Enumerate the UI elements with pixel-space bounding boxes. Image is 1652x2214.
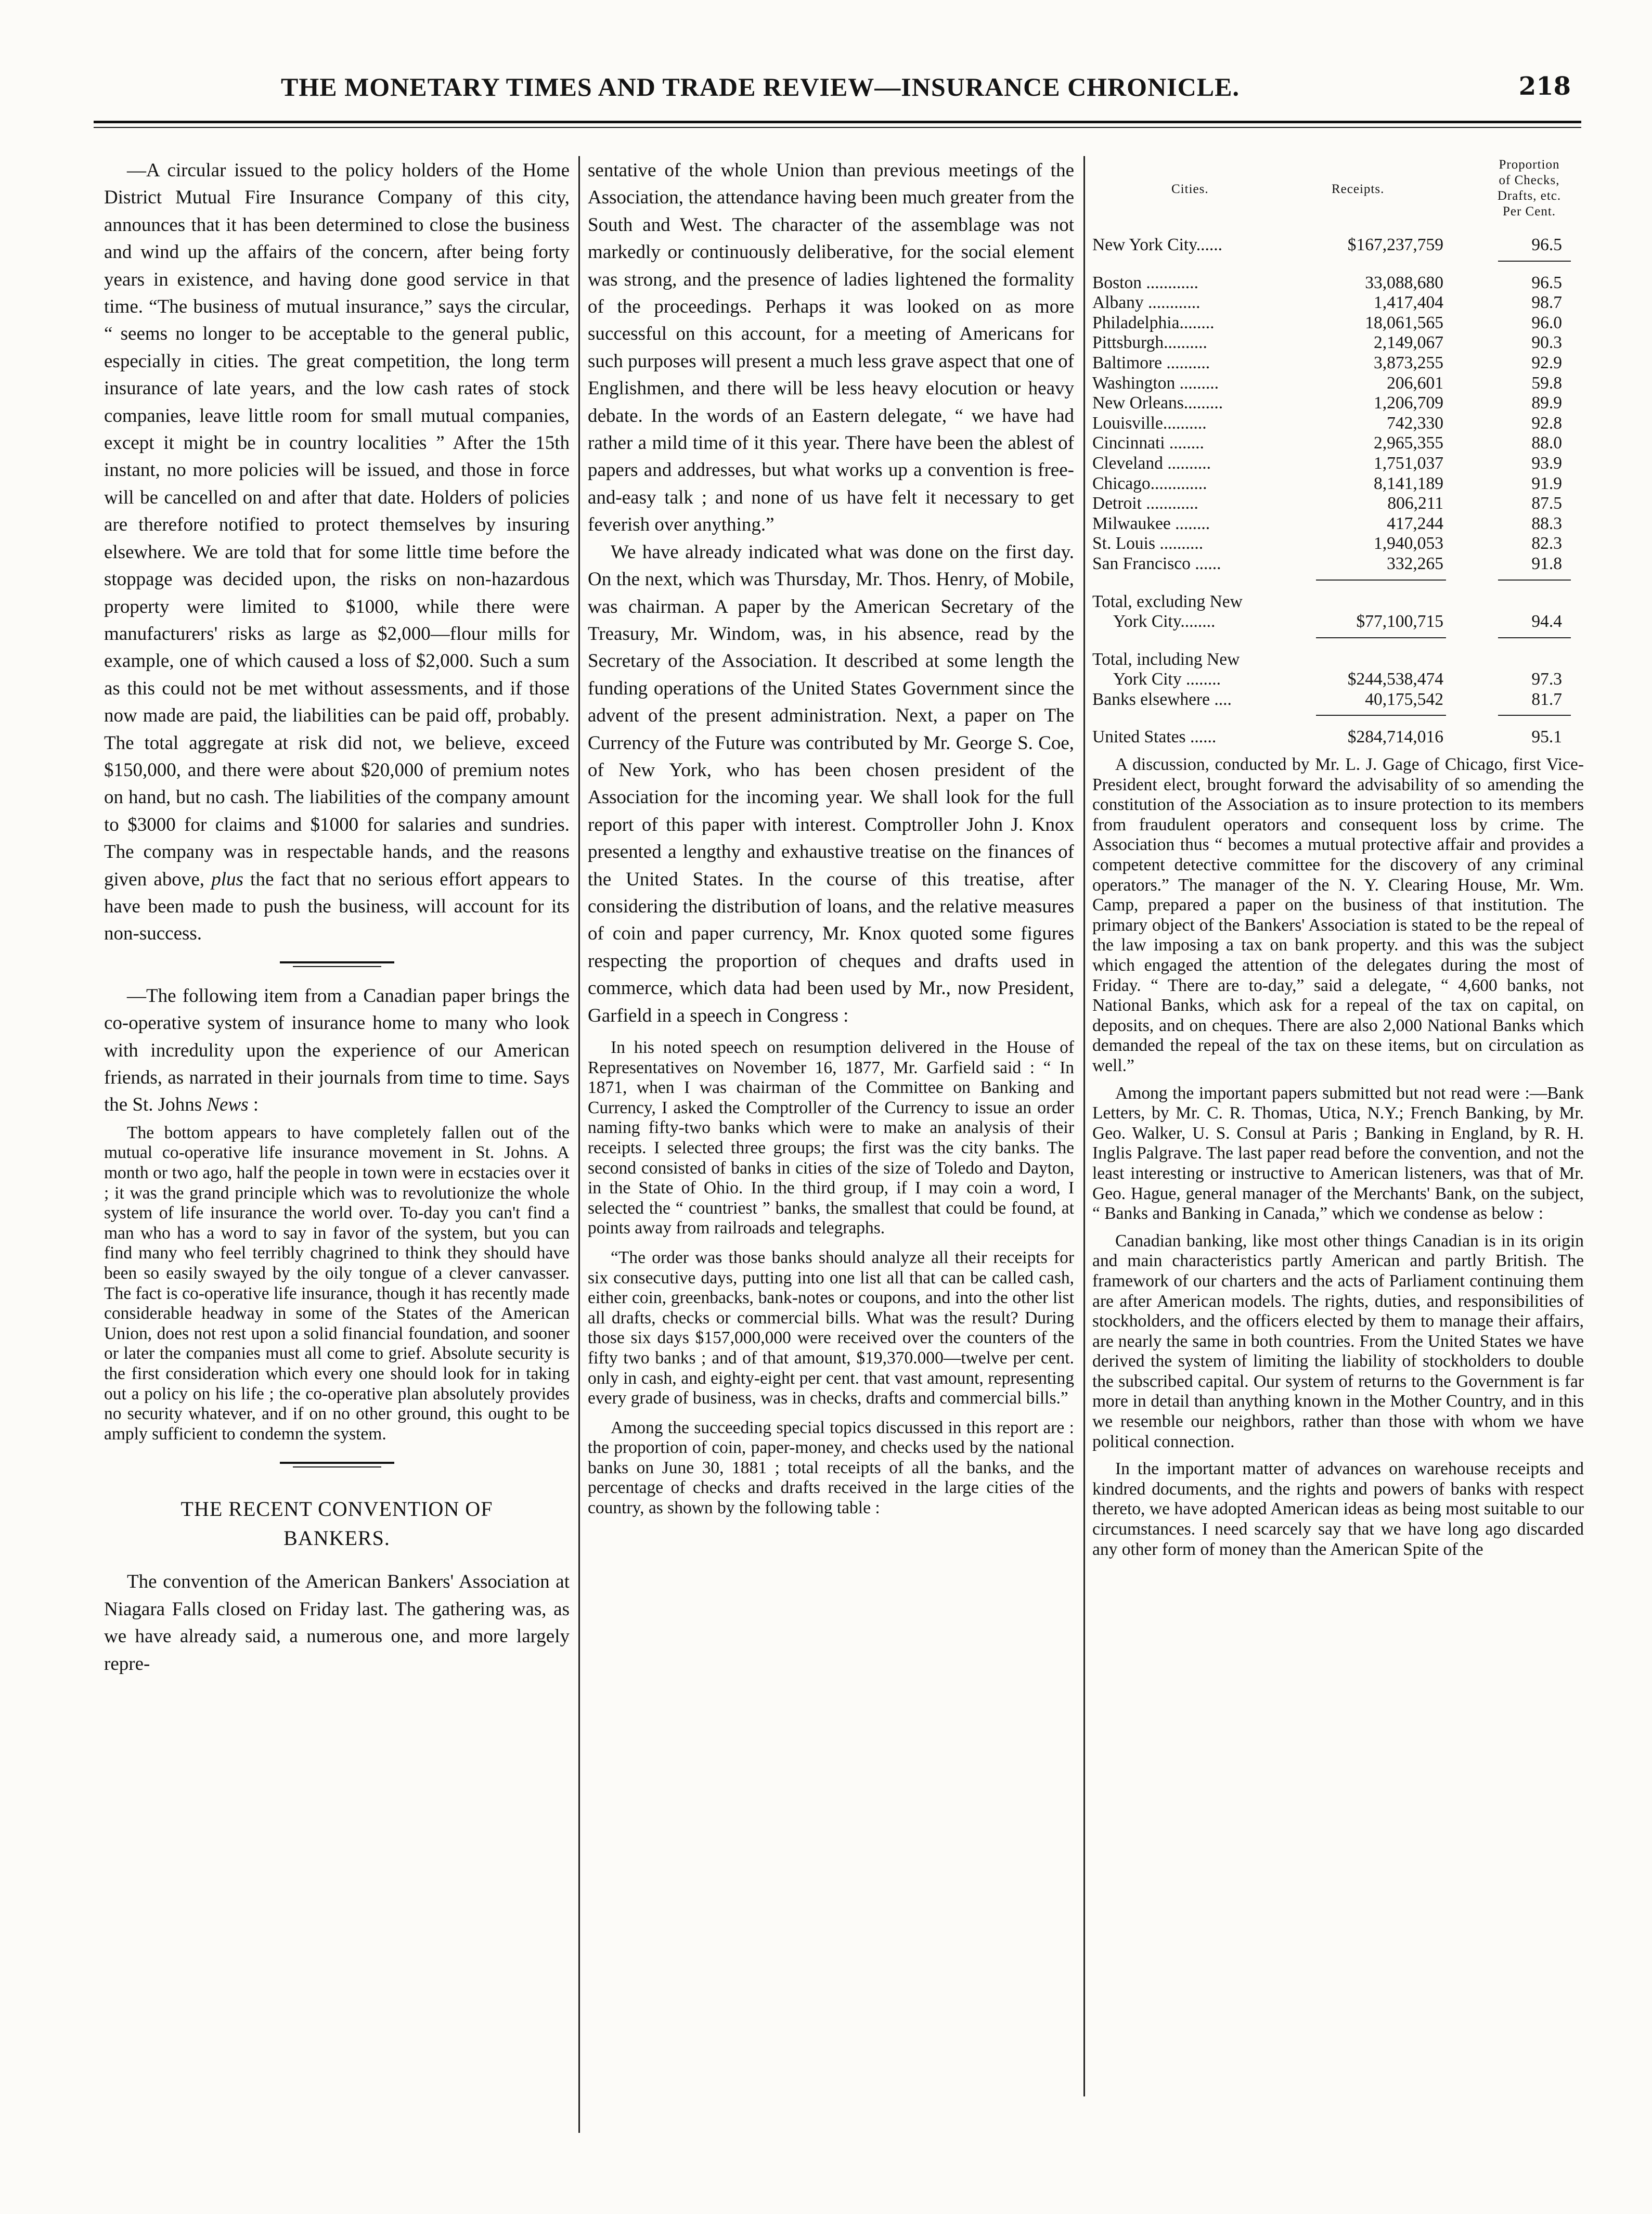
city-percent: 96.5 bbox=[1531, 273, 1562, 292]
city-percent: 91.8 bbox=[1531, 554, 1562, 573]
total-incl-receipts: $244,538,474 bbox=[1347, 670, 1443, 689]
total-excl-label-1: Total, excluding New bbox=[1092, 591, 1243, 611]
city-name: Philadelphia........ bbox=[1092, 313, 1215, 332]
table-row bbox=[1092, 474, 1584, 494]
city-name: New York City...... bbox=[1092, 235, 1223, 254]
city-name: Washington ......... bbox=[1092, 373, 1219, 393]
table-row bbox=[1092, 534, 1584, 554]
city-receipts: 18,061,565 bbox=[1365, 313, 1443, 332]
home-district-article bbox=[104, 157, 570, 948]
city-receipts: 1,417,404 bbox=[1374, 293, 1443, 313]
city-percent: 96.0 bbox=[1531, 313, 1562, 332]
table-row-total-excl bbox=[1092, 592, 1584, 612]
city-receipts: 3,873,255 bbox=[1374, 353, 1443, 372]
article-separator-2 bbox=[280, 1462, 394, 1468]
total-incl-label-2: York City ........ bbox=[1113, 670, 1221, 689]
city-receipts: 206,601 bbox=[1387, 373, 1443, 393]
papers-paragraph: Among the important papers submitted but not read were :—Bank Letters, by Mr. C. R. Thomas, Utica, N.Y.; French Banking, by Mr. Geo. Walker, U. S. Consul at Paris ; Banking in England, by R. H. Inglis Palgrave. The last paper read before the convention, and not the least interesting or instructive to American listeners, was that of Mr. Geo. Hague, general manager of the Merchants' Bank, on the subject, “ Banks and Banking in Canada,” which we condense as below : bbox=[1092, 1083, 1584, 1224]
column-three bbox=[1092, 157, 1584, 2092]
table-row bbox=[1092, 514, 1584, 534]
table-row bbox=[1092, 414, 1584, 434]
city-percent: 93.9 bbox=[1531, 453, 1562, 473]
table-row-total-excl-2 bbox=[1092, 612, 1584, 632]
city-percent: 89.9 bbox=[1531, 393, 1562, 413]
city-percent: 98.7 bbox=[1531, 293, 1562, 313]
city-percent: 82.3 bbox=[1531, 534, 1562, 554]
masthead bbox=[83, 62, 1571, 120]
city-receipts: 1,940,053 bbox=[1374, 534, 1443, 554]
city-percent: 92.9 bbox=[1531, 353, 1562, 372]
banks-elsewhere-percent: 81.7 bbox=[1531, 689, 1562, 709]
city-name: Pittsburgh.......... bbox=[1092, 333, 1207, 353]
city-name: Boston ............ bbox=[1092, 273, 1198, 292]
advances-paragraph: In the important matter of advances on warehouse receipts and kindred documents, and the rights and powers of banks with respect thereto, we have adopted American ideas as being most suitable to our circumstances. I need scarcely say that we have long ago discarded any other form of money than the American Spite of the bbox=[1092, 1459, 1584, 1559]
city-name: Milwaukee ........ bbox=[1092, 513, 1210, 533]
total-excl-label-2: York City........ bbox=[1113, 612, 1216, 632]
discussion-paragraph: A discussion, conducted by Mr. L. J. Gage of Chicago, first Vice-President elect, brought forward the advisability of so amending the constitution of the Association as to insure protection to its members from fraudulent operators and consequent loss by crime. The Association thus “ becomes a mutual protective affair and provides a competent detective committee for the discovery of any criminal operators.” The manager of the N. Y. Clearing House, Mr. Wm. Camp, prepared a paper on the business of that institution. The primary object of the Bankers' Association is stated to be the repeal of the law imposing a tax on bank property. and this was the subject which engaged the attention of the delegates during the most of Friday. “ There are to-day,” said a delegate, “ 4,600 banks, not National Banks, which ask for a repeal of the tax on capital, on deposits, and on cheques. There are also 2,000 National Banks which demanded the repeal of the tax on these items, but on circulation as well.” bbox=[1092, 755, 1584, 1075]
table-row-banks-elsewhere bbox=[1092, 690, 1584, 710]
city-percent: 92.8 bbox=[1531, 413, 1562, 433]
banks-elsewhere-label: Banks elsewhere .... bbox=[1092, 689, 1232, 709]
canadian-intro-colon: : bbox=[248, 1094, 259, 1116]
table-row-total-incl bbox=[1092, 650, 1584, 670]
city-receipts: 33,088,680 bbox=[1365, 273, 1443, 292]
header-proportion-line: Proportion bbox=[1499, 158, 1560, 172]
city-receipts: 1,206,709 bbox=[1374, 393, 1443, 413]
city-name: Louisville.......... bbox=[1092, 413, 1207, 433]
order-quote: “The order was those banks should analyze all their receipts for six consecutive days, putting into one list all that can be called cash, either coin, greenbacks, bank-notes or coupons, and into the other list all drafts, checks or commercial bills. What was the result? During those six days $157,000,000 were received over the counters of the fifty two banks ; and of that amount, $19,370.000—twelve per cent. only in cash, and eighty-eight per cent. that vast amount, representing every grade of business, was in checks, drafts and commercial bills.” bbox=[588, 1247, 1074, 1408]
special-topics: Among the succeeding special topics discussed in this report are : the proportion of coin, paper-money, and checks used by the national banks on June 30, 1881 ; total receipts of all the banks, and the percentage of checks and drafts received in the large cities of the country, as shown by the following table : bbox=[588, 1418, 1074, 1518]
table-rule bbox=[1092, 710, 1584, 727]
canadian-banking-paragraph: Canadian banking, like most other things Canadian is in its origin and main characteristics partly American and partly British. The framework of our charters and the acts of Parliament continuing them are after American models. The rights, duties, and responsibilities of stockholders, and the officers elected by them to manage their affairs, are nearly the same in both countries. From the United States we have derived the system of limiting the liability of stockholders to double the subscribed capital. Our system of returns to the Government is far more in detail than anything known in the Mother Country, and in this we resemble our neighbors, rather than those with whom we have political connection. bbox=[1092, 1231, 1584, 1451]
header-cities: Cities. bbox=[1171, 182, 1209, 196]
total-incl-percent: 97.3 bbox=[1531, 670, 1562, 689]
home-district-text-end: the fact that no serious effort appears to have been made to push the business, will account for its non-success. bbox=[104, 868, 570, 945]
header-proportion bbox=[1472, 157, 1584, 220]
total-excl-receipts: $77,100,715 bbox=[1356, 612, 1443, 632]
table-row bbox=[1092, 353, 1584, 374]
city-receipts: 8,141,189 bbox=[1374, 473, 1443, 493]
home-district-text: —A circular issued to the policy holders of the Home District Mutual Fire Insurance Company of this city, announces that it has been determined to close the business and wind up the affairs of the concern, after being forty years in existence, and having done good service in that time. “The business of mutual insurance,” says the circular, “ seems no longer to be acceptable to the general public, especially in cities. The great competition, the long term insurance of late years, and the low cash rates of stock companies, leave little room for small mutual companies, except it might be in country localities ” After the 15th instant, no more policies will be issued, and those in force will be cancelled on and after that date. Holders of policies are therefore notified to protect themselves by insuring elsewhere. We are told that for some little time before the stoppage was decided upon, the risks on non-hazardous property were limited to $1000, while there were manufacturers' risks as large as $2,000—flour mills for example, one of which caused a loss of $2,000. Such a sum as this could not be met without assessments, and if those now made are paid, the liabilities can be paid off, probably. The total aggregate at risk did not, we believe, exceed $150,000, and there were about $20,000 of premium notes on hand, but no cash. The liabilities of the company amount to $3000 for claims and $1000 for salaries and sundries. The company was in respectable hands, and the reasons given above, bbox=[104, 160, 570, 890]
city-name: Cleveland .......... bbox=[1092, 453, 1211, 473]
table-row bbox=[1092, 494, 1584, 514]
table-row bbox=[1092, 554, 1584, 574]
total-incl-label-1: Total, including New bbox=[1092, 649, 1240, 669]
table-row bbox=[1092, 313, 1584, 333]
city-percent: 91.9 bbox=[1531, 473, 1562, 493]
convention-continued: sentative of the whole Union than previous meetings of the Association, the attendance having been much greater from the South and West. The character of the assemblage was not markedly or continuously deliberative, for the social element was strong, and the presence of ladies lightened the formality of the proceedings. Perhaps it was looked on as more successful on this account, for a meeting of Americans for such purposes will present a much less grave aspect that one of Englishmen, and there will be less heavy elocution or heavy debate. In the words of an Eastern delegate, “ we have had rather a mild time of it this year. There have been the ablest of papers and addresses, but what works up a convention is free-and-easy talk ; and none of us have felt it necessary to get feverish over anything.” bbox=[588, 160, 1074, 536]
city-name: New Orleans......... bbox=[1092, 393, 1223, 413]
table-row bbox=[1092, 454, 1584, 474]
united-states-receipts: $284,714,016 bbox=[1347, 727, 1443, 747]
plus-italic: plus bbox=[211, 868, 243, 890]
canadian-intro-text: —The following item from a Canadian paper brings the co-operative system of insurance home to many who look with incredulity upon the experience of our American friends, as narrated in their journals from time to time. Says the St. Johns bbox=[104, 985, 570, 1116]
city-name: Chicago............. bbox=[1092, 473, 1207, 493]
city-percent: 88.0 bbox=[1531, 433, 1562, 453]
masthead-rule-thick bbox=[94, 121, 1581, 123]
table-rule bbox=[1092, 632, 1584, 650]
banks-elsewhere-receipts: 40,175,542 bbox=[1365, 689, 1443, 709]
convention-article-start: The convention of the American Bankers' Association at Niagara Falls closed on Friday last. The gathering was, as we have already said, a numerous one, and more largely repre- bbox=[104, 1571, 570, 1675]
garfield-speech-quote: In his noted speech on resumption delivered in the House of Representatives on November 16, 1877, Mr. Garfield said : “ In 1871, when I was chairman of the Committee on Banking and Currency, I asked the Comptroller of the Currency to issue an order naming fifty-two banks which were to make an analysis of their receipts. I selected three groups; the first was the city banks. The second consisted of banks in cities of the size of Toledo and Dayton, in the State of Ohio. In the third group, if I may coin a word, I selected the “ countriest ” banks, the smallest that could be found, at points away from railroads and telegraphs. bbox=[588, 1038, 1074, 1238]
city-name: San Francisco ...... bbox=[1092, 554, 1221, 573]
table-row-united-states bbox=[1092, 727, 1584, 748]
city-receipts: 742,330 bbox=[1387, 413, 1443, 433]
city-name: Cincinnati ........ bbox=[1092, 433, 1204, 453]
city-name: Detroit ............ bbox=[1092, 494, 1198, 513]
receipts-table bbox=[1092, 157, 1584, 748]
table-row bbox=[1092, 293, 1584, 313]
city-percent: 59.8 bbox=[1531, 373, 1562, 393]
city-rows bbox=[1092, 273, 1584, 574]
journal-title: THE MONETARY TIMES AND TRADE REVIEW—INSURANCE CHRONICLE. bbox=[281, 72, 1240, 101]
header-proportion-line: Drafts, etc. bbox=[1497, 189, 1561, 203]
table-rule bbox=[1092, 574, 1584, 592]
table-rule bbox=[1092, 255, 1584, 273]
city-receipts: 1,751,037 bbox=[1374, 453, 1443, 473]
column-divider-left bbox=[578, 156, 580, 2133]
city-receipts: $167,237,759 bbox=[1347, 235, 1443, 254]
news-source: News bbox=[206, 1094, 249, 1116]
masthead-rule-thin bbox=[94, 127, 1581, 128]
column-divider-right bbox=[1083, 156, 1085, 2096]
united-states-label: United States ...... bbox=[1092, 727, 1217, 747]
city-receipts: 417,244 bbox=[1387, 513, 1443, 533]
column-one bbox=[104, 157, 570, 2144]
first-day-paragraph: We have already indicated what was done on the first day. On the next, which was Thursday, Mr. Thos. Henry, of Mobile, was chairman. A paper by the American Secretary of the Treasury, Mr. Windom, was, in his absence, read by the Secretary of the Association. It described at some length the funding operations of the United States Government since the advent of the present administration. Next, a paper on The Currency of the Future was contributed by Mr. George S. Coe, of New York, who has been chosen president of the Association for the incoming year. We shall look for the full report of this paper with interest. Comptroller John J. Knox presented a lengthy and exhaustive treatise on the finances of the United States. In the course of this treatise, after considering the distribution of loans, and the relative measures of coin and paper currency, Mr. Knox quoted some figures respecting the proportion of cheques and drafts used in commerce, which data had been used by Mr., now President, Garfield in a speech in Congress : bbox=[588, 541, 1074, 1026]
table-header bbox=[1092, 157, 1584, 235]
st-johns-news-quote: The bottom appears to have completely fallen out of the mutual co-operative life insurance movement in St. Johns. A month or two ago, half the people in town were in ecstacies over it ; it was the grand principle which was to revolutionize the whole system of life insurance the world over. To-day you can't find a man who has a word to say in favor of the system, but you can find many who feel terribly chagrined to think they should have been so easily swayed by the oily tongue of a clever canvasser. The fact is co-operative life insurance, though it has recently made considerable headway in some of the States of the American Union, does not rest upon a solid financial foundation, and sooner or later the companies must all come to grief. Absolute security is the first consideration which every one should look for in taking out a policy on his life ; the co-operative plan absolutely provides no security whatever, and if on no other ground, this ought to be amply sufficient to condemn the system. bbox=[104, 1123, 570, 1444]
table-row bbox=[1092, 374, 1584, 394]
column-two bbox=[588, 157, 1074, 2113]
table-row-new-york bbox=[1092, 235, 1584, 255]
city-name: St. Louis .......... bbox=[1092, 534, 1204, 554]
city-receipts: 806,211 bbox=[1387, 494, 1443, 513]
city-percent: 96.5 bbox=[1531, 235, 1562, 254]
city-name: Baltimore .......... bbox=[1092, 353, 1210, 372]
table-row bbox=[1092, 433, 1584, 454]
city-name: Albany ............ bbox=[1092, 293, 1201, 313]
canadian-item-intro bbox=[104, 983, 570, 1119]
table-row bbox=[1092, 393, 1584, 414]
city-percent: 90.3 bbox=[1531, 333, 1562, 353]
section-title-convention: THE RECENT CONVENTION OF BANKERS. bbox=[180, 1497, 493, 1550]
header-proportion-line: of Checks, bbox=[1499, 173, 1560, 187]
table-row bbox=[1092, 273, 1584, 293]
united-states-percent: 95.1 bbox=[1531, 727, 1562, 747]
city-percent: 88.3 bbox=[1531, 513, 1562, 533]
page-number: 218 bbox=[1518, 72, 1571, 101]
city-percent: 87.5 bbox=[1531, 494, 1562, 513]
city-receipts: 2,965,355 bbox=[1374, 433, 1443, 453]
city-receipts: 332,265 bbox=[1387, 554, 1443, 573]
header-proportion-line: Per Cent. bbox=[1502, 204, 1556, 218]
total-excl-percent: 94.4 bbox=[1531, 612, 1562, 632]
article-separator bbox=[280, 961, 394, 967]
city-receipts: 2,149,067 bbox=[1374, 333, 1443, 353]
header-receipts: Receipts. bbox=[1332, 182, 1385, 196]
table-row-total-incl-2 bbox=[1092, 670, 1584, 690]
table-row bbox=[1092, 333, 1584, 353]
